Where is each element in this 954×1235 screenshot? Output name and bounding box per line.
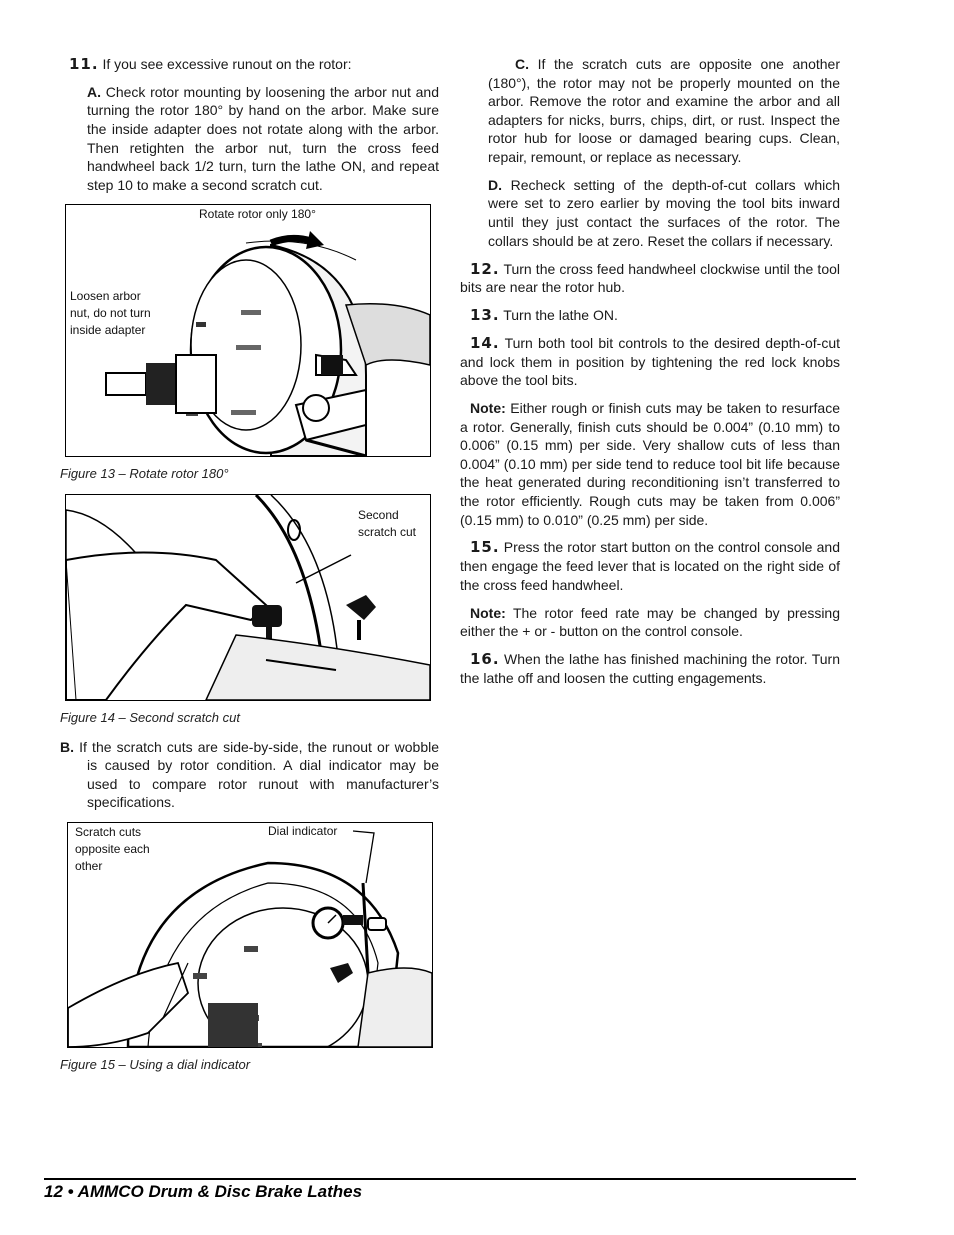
step-11-text: If you see excessive runout on the rotor: [102, 56, 352, 72]
left-column [60, 55, 439, 1085]
step-14-number: 14. [470, 333, 500, 352]
step-b-label: B. [60, 738, 74, 755]
note-1-text: Either rough or finish cuts may be taken to resurface a rotor. Generally, finish cuts should be 0.004” (0.10 mm) to 0.006” (0.15 mm) per side. Very shallow cuts of less than 0.004” (0.10 mm) per side tend to reduce tool bit life because the heat generated during reconditioning isn’t transferred to the rotor efficiently. Rough cuts may be taken from 0.006” (0.15 mm) to 0.010” (0.25 mm) per side. [460, 399, 841, 528]
note-2 [460, 604, 840, 641]
figure-14-caption: Figure 14 – Second scratch cut [60, 710, 240, 726]
figure-13 [65, 204, 431, 457]
step-c [460, 55, 840, 167]
step-16 [460, 650, 840, 687]
step-13-text: Turn the lathe ON. [503, 307, 618, 324]
figure-14 [65, 494, 431, 701]
step-12-text: Turn the cross feed handwheel clockwise until the tool bits are near the rotor hub. [460, 260, 841, 296]
figure-15 [67, 822, 433, 1048]
figure-13-callout-loosen: Loosen arbor nut, do not turn inside adapter [70, 289, 151, 338]
figure-13-caption: Figure 13 – Rotate rotor 180° [60, 466, 229, 482]
step-d-text: Recheck setting of the depth-of-cut collars which were set to zero earlier by moving the tool bits inward until they just contact the surfaces of the rotor. The collars should be at zero. Reset the collars if necessary. [488, 176, 841, 249]
step-b [60, 738, 439, 812]
step-c-label: C. [515, 56, 529, 72]
step-11a [60, 83, 439, 195]
step-11a-label: A. [87, 83, 101, 100]
figure-14-callout: Second scratch cut [358, 508, 417, 540]
step-15 [460, 538, 840, 594]
step-11 [60, 55, 439, 74]
figure-15-caption: Figure 15 – Using a dial indicator [60, 1057, 251, 1073]
step-12 [460, 260, 840, 297]
note-1 [460, 399, 840, 529]
figure-15-callout-dial: Dial indicator [268, 824, 338, 839]
right-column [460, 55, 840, 696]
footer-divider [44, 1178, 856, 1180]
step-15-text: Press the rotor start button on the control console and then engage the feed lever that is located on the right side of the cross feed handwheel. [460, 539, 840, 593]
step-13-number: 13. [470, 306, 500, 325]
step-16-text: When the lathe has finished machining the rotor. Turn the lathe off and loosen the cutting engagements. [460, 651, 841, 686]
step-14 [460, 334, 840, 390]
step-14-text: Turn both tool bit controls to the desired depth-of-cut and lock them in position by tightening the red lock knobs above the tool bits. [460, 334, 841, 389]
note-2-label: Note: [470, 604, 506, 621]
note-2-text: The rotor feed rate may be changed by pressing either the + or - button on the control console. [460, 604, 841, 640]
step-12-number: 12. [470, 259, 500, 278]
figure-13-callout-rotate: Rotate rotor only 180° [199, 207, 316, 222]
step-13 [460, 306, 840, 325]
step-11a-text: Check rotor mounting by loosening the arbor nut and turning the rotor 180° by hand on the arbor. Make sure the inside adapter does not rotate along with the arbor. Then retighten the arbor nut, turn the cross feed handwheel back 1/2 turn, turn the lathe ON, and repeat step 10 to make a second scratch cut. [87, 83, 440, 193]
step-15-number: 15. [470, 538, 500, 557]
note-1-label: Note: [470, 399, 506, 416]
figure-15-callout-scratch: Scratch cuts opposite each other [75, 825, 150, 874]
step-b-text: If the scratch cuts are side-by-side, the runout or wobble is caused by rotor condition. A dial indicator may be used to compare rotor runout with manufacturer’s specifications. [79, 738, 439, 811]
step-c-text: If the scratch cuts are opposite one another (180°), the rotor may not be properly mounted on the arbor. Remove the rotor and examine the arbor and all adapters for nicks, burrs, chips, dirt, or rust. Inspect the rotor hub for loose or damaged bearing cups. Clean, repair, remount, or replace as necessary. [488, 56, 840, 165]
step-d [460, 176, 840, 250]
page-footer: 12 • AMMCO Drum & Disc Brake Lathes [44, 1182, 363, 1201]
step-d-label: D. [488, 176, 502, 193]
step-11-number: 11. [69, 55, 99, 73]
step-16-number: 16. [470, 650, 500, 668]
